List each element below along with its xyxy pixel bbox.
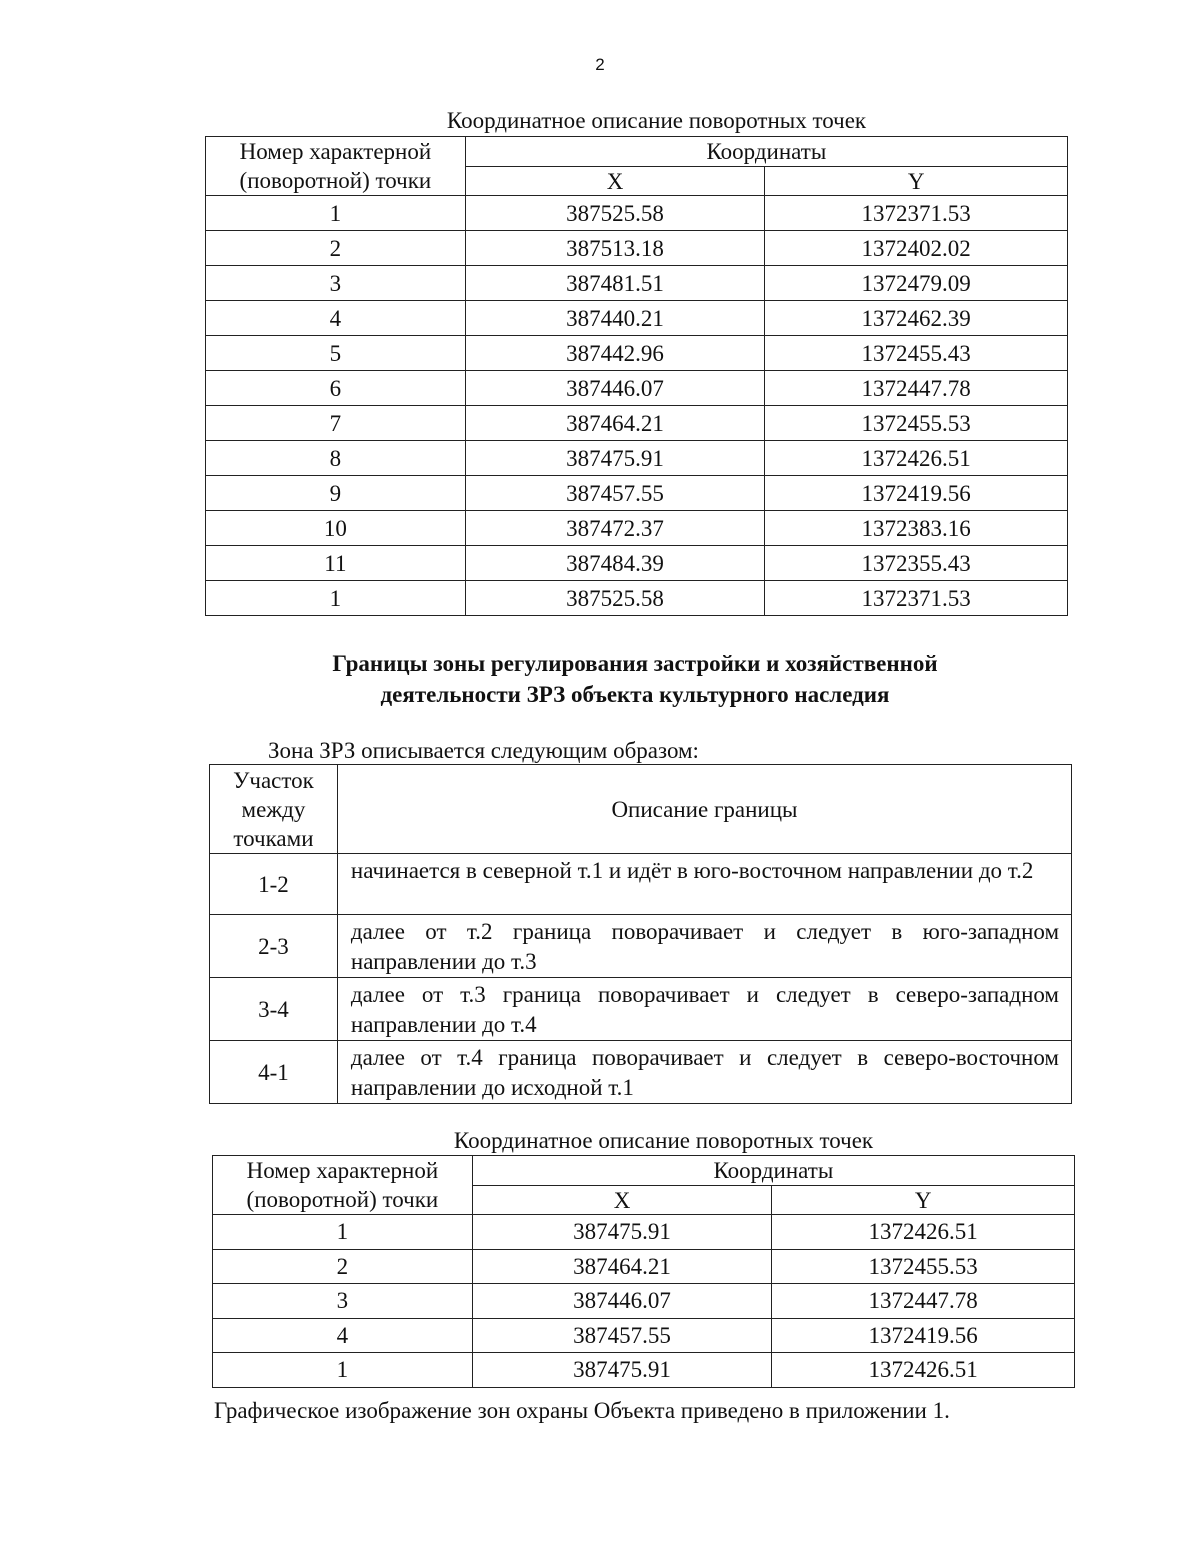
- x-coordinate-cell: 387440.21: [465, 301, 765, 336]
- y-coordinate-cell: 1372383.16: [765, 511, 1068, 546]
- header-y: Y: [772, 1186, 1075, 1215]
- y-coordinate-cell: 1372455.43: [765, 336, 1068, 371]
- point-number-cell: 3: [213, 1284, 473, 1319]
- table-row: [213, 1249, 1075, 1284]
- table3-caption: Координатное описание поворотных точек: [453, 1128, 874, 1153]
- x-coordinate-cell: 387481.51: [465, 266, 765, 301]
- table-row: [206, 231, 1068, 266]
- x-coordinate-cell: 387457.55: [465, 476, 765, 511]
- point-number-cell: 1: [206, 196, 466, 231]
- x-coordinate-cell: 387464.21: [472, 1249, 772, 1284]
- table1-caption: Координатное описание поворотных точек: [446, 108, 867, 133]
- boundary-description-cell: далее от т.4 граница поворачивает и следует в северо-восточном направлении до исходной т.1: [337, 1041, 1071, 1104]
- y-coordinate-cell: 1372447.78: [765, 371, 1068, 406]
- footer-note: Графическое изображение зон охраны Объекта приведено в приложении 1.: [214, 1398, 950, 1423]
- boundary-description-cell: далее от т.2 граница поворачивает и следует в юго-западном направлении до т.3: [337, 915, 1071, 978]
- y-coordinate-cell: 1372355.43: [765, 546, 1068, 581]
- point-number-cell: 7: [206, 406, 466, 441]
- page-number: 2: [595, 55, 605, 74]
- x-coordinate-cell: 387446.07: [465, 371, 765, 406]
- point-number-cell: 2: [213, 1249, 473, 1284]
- table-row: [206, 196, 1068, 231]
- segment-cell: 2-3: [210, 915, 338, 978]
- point-number-cell: 1: [213, 1215, 473, 1250]
- header-description: Описание границы: [337, 765, 1071, 854]
- point-number-cell: 1: [213, 1353, 473, 1388]
- x-coordinate-cell: 387513.18: [465, 231, 765, 266]
- point-number-cell: 2: [206, 231, 466, 266]
- point-number-cell: 4: [213, 1318, 473, 1353]
- table-row: [206, 441, 1068, 476]
- table-row: [213, 1353, 1075, 1388]
- x-coordinate-cell: 387525.58: [465, 196, 765, 231]
- boundary-description-cell: начинается в северной т.1 и идёт в юго-восточном направлении до т.2: [337, 854, 1071, 915]
- header-coordinates: Координаты: [465, 137, 1067, 167]
- y-coordinate-cell: 1372426.51: [765, 441, 1068, 476]
- y-coordinate-cell: 1372371.53: [765, 196, 1068, 231]
- table-row: [210, 854, 1072, 915]
- table-row: [213, 1284, 1075, 1319]
- table-row: [206, 266, 1068, 301]
- x-coordinate-cell: 387475.91: [472, 1353, 772, 1388]
- table-row: [206, 406, 1068, 441]
- segment-cell: 4-1: [210, 1041, 338, 1104]
- table-row: [206, 546, 1068, 581]
- segment-cell: 1-2: [210, 854, 338, 915]
- point-number-cell: 3: [206, 266, 466, 301]
- point-number-cell: 11: [206, 546, 466, 581]
- table-row: [210, 1041, 1072, 1104]
- x-coordinate-cell: 387464.21: [465, 406, 765, 441]
- table-row: [206, 336, 1068, 371]
- y-coordinate-cell: 1372419.56: [765, 476, 1068, 511]
- table-row: [213, 1215, 1075, 1250]
- x-coordinate-cell: 387457.55: [472, 1318, 772, 1353]
- x-coordinate-cell: 387484.39: [465, 546, 765, 581]
- table-row: [206, 301, 1068, 336]
- table-row: [210, 915, 1072, 978]
- point-number-cell: 10: [206, 511, 466, 546]
- table-row: [206, 581, 1068, 616]
- coordinates-table-1: [205, 136, 1068, 616]
- x-coordinate-cell: 387446.07: [472, 1284, 772, 1319]
- boundary-description-cell: далее от т.3 граница поворачивает и следует в северо-западном направлении до т.4: [337, 978, 1071, 1041]
- point-number-cell: 5: [206, 336, 466, 371]
- y-coordinate-cell: 1372419.56: [772, 1318, 1075, 1353]
- y-coordinate-cell: 1372479.09: [765, 266, 1068, 301]
- header-y: Y: [765, 167, 1068, 196]
- y-coordinate-cell: 1372371.53: [765, 581, 1068, 616]
- segment-cell: 3-4: [210, 978, 338, 1041]
- y-coordinate-cell: 1372447.78: [772, 1284, 1075, 1319]
- point-number-cell: 4: [206, 301, 466, 336]
- y-coordinate-cell: 1372455.53: [772, 1249, 1075, 1284]
- y-coordinate-cell: 1372426.51: [772, 1215, 1075, 1250]
- header-segment: Участок между точками: [210, 765, 338, 854]
- x-coordinate-cell: 387442.96: [465, 336, 765, 371]
- table-row: [206, 371, 1068, 406]
- section-intro: Зона ЗРЗ описывается следующим образом:: [268, 738, 699, 763]
- y-coordinate-cell: 1372426.51: [772, 1353, 1075, 1388]
- boundary-description-table: [209, 764, 1072, 1104]
- y-coordinate-cell: 1372462.39: [765, 301, 1068, 336]
- point-number-cell: 6: [206, 371, 466, 406]
- header-point-number: Номер характерной (поворотной) точки: [213, 1156, 473, 1215]
- point-number-cell: 1: [206, 581, 466, 616]
- x-coordinate-cell: 387475.91: [472, 1215, 772, 1250]
- table-row: [210, 978, 1072, 1041]
- header-coordinates: Координаты: [472, 1156, 1074, 1186]
- table-row: [213, 1318, 1075, 1353]
- x-coordinate-cell: 387525.58: [465, 581, 765, 616]
- table-row: [206, 476, 1068, 511]
- table-row: [206, 511, 1068, 546]
- x-coordinate-cell: 387472.37: [465, 511, 765, 546]
- section-heading: Границы зоны регулирования застройки и хозяйственной деятельности ЗРЗ объекта культурного наследия: [332, 651, 938, 707]
- y-coordinate-cell: 1372455.53: [765, 406, 1068, 441]
- x-coordinate-cell: 387475.91: [465, 441, 765, 476]
- header-x: X: [472, 1186, 772, 1215]
- header-point-number: Номер характерной (поворотной) точки: [206, 137, 466, 196]
- point-number-cell: 8: [206, 441, 466, 476]
- y-coordinate-cell: 1372402.02: [765, 231, 1068, 266]
- coordinates-table-2: [212, 1155, 1075, 1388]
- point-number-cell: 9: [206, 476, 466, 511]
- header-x: X: [465, 167, 765, 196]
